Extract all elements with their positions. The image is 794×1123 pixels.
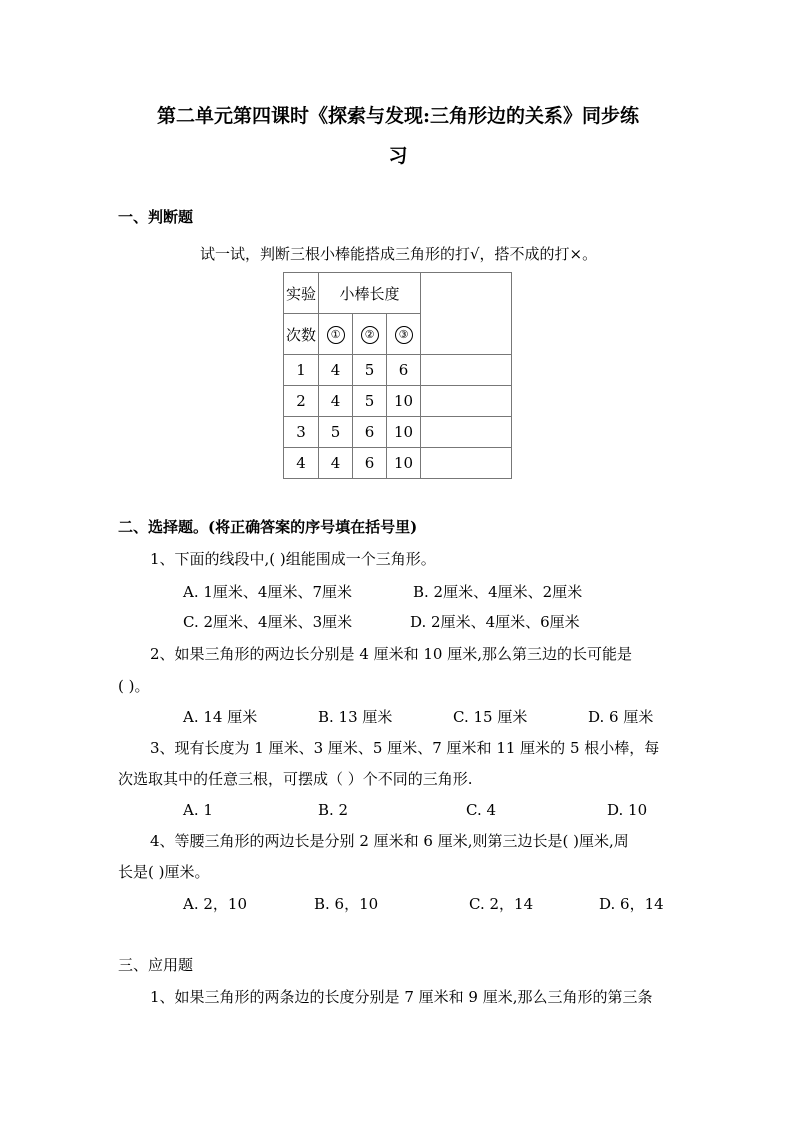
answer-cell[interactable] (421, 355, 512, 386)
table-cell: 10 (387, 417, 421, 448)
section-3-heading: 三、应用题 (118, 956, 194, 974)
table-cell: 2 (284, 386, 319, 417)
circled-number-3: ③ (395, 326, 413, 344)
q4-stem-line-1: 4、等腰三角形的两边长是分别 2 厘米和 6 厘米,则第三边长是( )厘米,周 (150, 832, 629, 850)
section-1-instruction: 试一试，判断三根小棒能搭成三角形的打√，搭不成的打×。 (200, 245, 598, 263)
table-cell: 1 (284, 355, 319, 386)
q2-option-b[interactable]: B. 13 厘米 (318, 708, 393, 726)
q4-option-c[interactable]: C. 2，14 (469, 895, 534, 913)
table-row (284, 355, 512, 386)
table-cell: 10 (387, 386, 421, 417)
answer-cell[interactable] (421, 417, 512, 448)
table-cell: 10 (387, 448, 421, 479)
table-row (284, 417, 512, 448)
page-title (118, 96, 678, 176)
answer-cell[interactable] (421, 448, 512, 479)
app-q1-line-1: 1、如果三角形的两条边的长度分别是 7 厘米和 9 厘米,那么三角形的第三条 (150, 988, 653, 1006)
q1-option-c[interactable]: C. 2厘米、4厘米、3厘米 (183, 613, 353, 631)
q2-option-a[interactable]: A. 14 厘米 (183, 708, 258, 726)
table-cell: 5 (353, 355, 387, 386)
q2-stem-line-1: 2、如果三角形的两边长分别是 4 厘米和 10 厘米,那么第三边的长可能是 (150, 645, 633, 663)
experiment-table (283, 272, 512, 479)
table-row (284, 386, 512, 417)
q2-option-c[interactable]: C. 15 厘米 (453, 708, 528, 726)
q1-option-b[interactable]: B. 2厘米、4厘米、2厘米 (413, 583, 583, 601)
q3-option-c[interactable]: C. 4 (466, 801, 497, 819)
q2-option-d[interactable]: D. 6 厘米 (588, 708, 654, 726)
q1-stem: 1、下面的线段中,( )组能围成一个三角形。 (150, 550, 436, 568)
title-line-1: 第二单元第四课时《探索与发现:三角形边的关系》同步练 (156, 105, 639, 127)
table-cell: 4 (319, 448, 353, 479)
q2-stem-line-2: ( )。 (118, 677, 150, 695)
table-subhead (319, 314, 353, 355)
table-subhead (353, 314, 387, 355)
table-subhead (387, 314, 421, 355)
table-cell: 6 (387, 355, 421, 386)
section-1-heading: 一、判断题 (118, 208, 194, 226)
q3-stem-line-2: 次选取其中的任意三根，可摆成（ ）个不同的三角形. (118, 770, 473, 788)
q1-option-d[interactable]: D. 2厘米、4厘米、6厘米 (410, 613, 580, 631)
q3-option-b[interactable]: B. 2 (318, 801, 349, 819)
q3-stem-line-1: 3、现有长度为 1 厘米、3 厘米、5 厘米、7 厘米和 11 厘米的 5 根小棒，每 (150, 739, 660, 757)
table-cell: 5 (353, 386, 387, 417)
circled-number-1: ① (327, 326, 345, 344)
table-head-stick-length: 小棒长度 (319, 273, 421, 314)
q3-option-a[interactable]: A. 1 (183, 801, 213, 819)
table-cell: 6 (353, 448, 387, 479)
circled-number-2: ② (361, 326, 379, 344)
q1-option-a[interactable]: A. 1厘米、4厘米、7厘米 (183, 583, 352, 601)
q4-stem-line-2: 长是( )厘米。 (118, 863, 210, 881)
answer-cell[interactable] (421, 386, 512, 417)
q4-option-b[interactable]: B. 6，10 (314, 895, 379, 913)
table-cell: 3 (284, 417, 319, 448)
table-cell: 5 (319, 417, 353, 448)
table-answer-head (421, 273, 512, 355)
title-line-2: 习 (388, 145, 408, 167)
table-cell: 6 (353, 417, 387, 448)
q4-option-d[interactable]: D. 6，14 (599, 895, 664, 913)
q4-option-a[interactable]: A. 2，10 (183, 895, 247, 913)
table-head-trial-top: 实验 (284, 273, 319, 314)
q3-option-d[interactable]: D. 10 (607, 801, 648, 819)
table-head-trial-bottom: 次数 (284, 314, 319, 355)
table-row (284, 448, 512, 479)
section-2-heading: 二、选择题。(将正确答案的序号填在括号里) (118, 518, 418, 536)
table-cell: 4 (319, 386, 353, 417)
table-cell: 4 (284, 448, 319, 479)
table-cell: 4 (319, 355, 353, 386)
